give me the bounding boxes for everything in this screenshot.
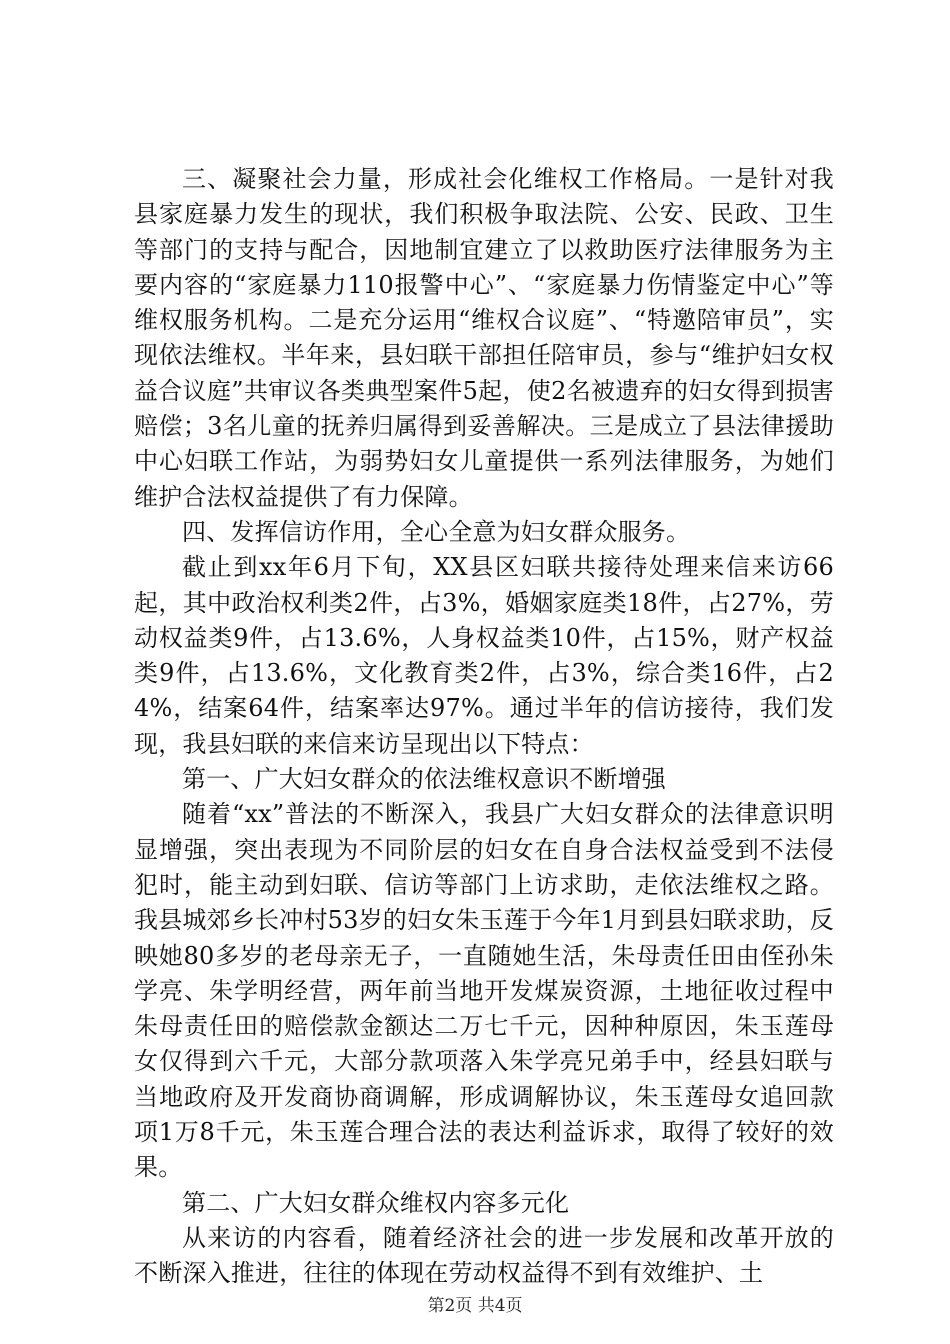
paragraph-feature-one-body: 随着“xx”普法的不断深入，我县广大妇女群众的法律意识明显增强，突出表现为不同阶层的妇女在自身合法权益受到不法侵犯时，能主动到妇联、信访等部门上访求助，走依法维权之路。我县城郊乡长冲村53岁的妇女朱玉莲于今年1月到县妇联求助，反映她80多岁的老母亲无子，一直随她生活，朱母责任田由侄孙朱学亮、朱学明经营，两年前当地开发煤炭资源，土地征收过程中朱母责任田的赔偿款金额达二万七千元，因种种原因，朱玉莲母女仅得到六千元，大部分款项落入朱学亮兄弟手中，经县妇联与当地政府及开发商协商调解，形成调解协议，朱玉莲母女追回款项1万8千元，朱玉莲合理合法的表达利益诉求，取得了较好的效果。: [134, 800, 834, 1182]
paragraph-petition-statistics: 截止到xx年6月下旬，XX县区妇联共接待处理来信来访66起，其中政治权利类2件，占3%，婚姻家庭类18件，占27%，劳动权益类9件，占13.6%，人身权益类10件，占15%，财产权益类9件，占13.6%，文化教育类2件，占3%，综合类16件，占24%，结案64件，结案率达97%。通过半年的信访接待，我们发现，我县妇联的来信来访呈现出以下特点：: [134, 553, 834, 758]
paragraph-petition-heading: 四、发挥信访作用，全心全意为妇女群众服务。: [182, 517, 691, 546]
paragraph-feature-one-heading: 第一、广大妇女群众的依法维权意识不断增强: [182, 765, 666, 794]
paragraph-social-forces: 三、凝聚社会力量，形成社会化维权工作格局。一是针对我县家庭暴力发生的现状，我们积极争取法院、公安、民政、卫生等部门的支持与配合，因地制宜建立了以救助医疗法律服务为主要内容的“家庭暴力110报警中心”、“家庭暴力伤情鉴定中心”等维权服务机构。二是充分运用“维权合议庭”、“特邀陪审员”，实现依法维权。半年来，县妇联干部担任陪审员，参与“维护妇女权益合议庭”共审议各类典型案件5起，使2名被遗弃的妇女得到损害赔偿；3名儿童的抚养归属得到妥善解决。三是成立了县法律援助中心妇联工作站，为弱势妇女儿童提供一系列法律服务，为她们维护合法权益提供了有力保障。: [134, 165, 834, 511]
paragraph-feature-two-body: 从来访的内容看，随着经济社会的进一步发展和改革开放的不断深入推进，往往的体现在劳动权益得不到有效维护、土: [134, 1223, 834, 1288]
document-body: [134, 162, 834, 1292]
paragraph-feature-two-heading: 第二、广大妇女群众维权内容多元化: [182, 1188, 570, 1217]
page-footer: 第2页 共4页: [427, 1296, 523, 1316]
